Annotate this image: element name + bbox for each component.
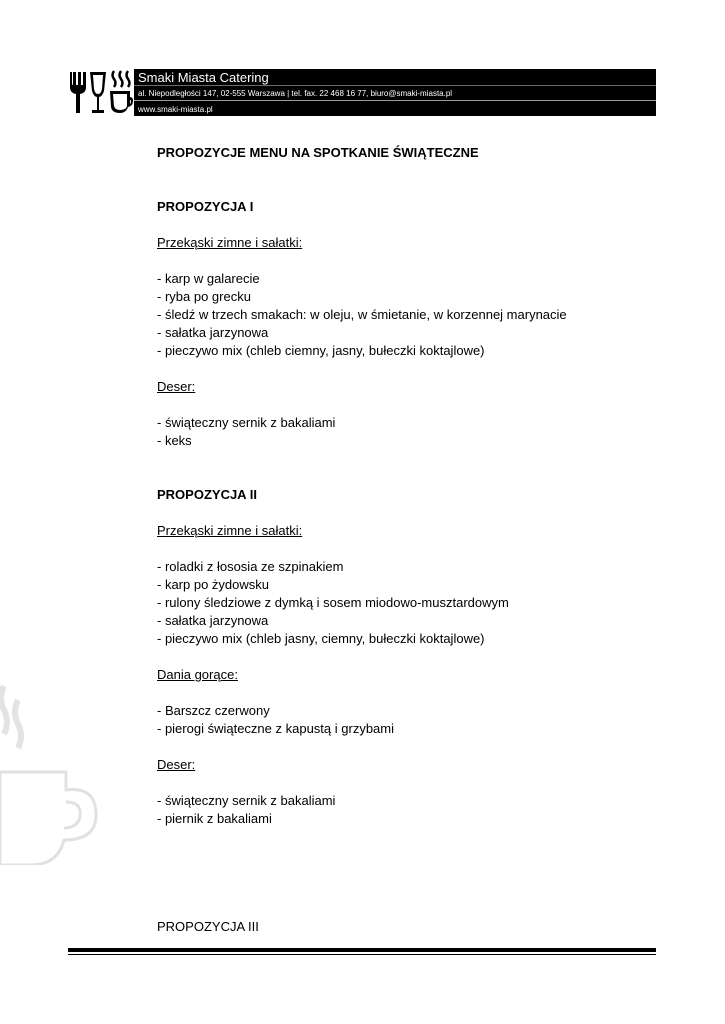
- header-bar: [134, 69, 656, 116]
- proposal-3-heading: PROPOZYCJA III: [157, 919, 259, 934]
- proposal-1-heading: PROPOZYCJA I: [157, 199, 254, 214]
- menu-item: - świąteczny sernik z bakaliami: [157, 415, 336, 430]
- proposal-2-hot-heading: Dania gorące:: [157, 667, 238, 682]
- header-divider: [134, 100, 656, 101]
- menu-item: - roladki z łososia ze szpinakiem: [157, 559, 344, 574]
- company-logo-icon: [68, 69, 133, 116]
- menu-item: - karp w galarecie: [157, 271, 260, 286]
- menu-item: - Barszcz czerwony: [157, 703, 270, 718]
- menu-item: - ryba po grecku: [157, 289, 251, 304]
- menu-item: - pieczywo mix (chleb jasny, ciemny, bułeczki koktajlowe): [157, 631, 485, 646]
- company-name: Smaki Miasta Catering: [138, 70, 269, 85]
- proposal-2-cold-heading: Przekąski zimne i sałatki:: [157, 523, 303, 538]
- menu-item: - piernik z bakaliami: [157, 811, 272, 826]
- proposal-1-dessert-heading: Deser:: [157, 379, 196, 394]
- menu-item: - sałatka jarzynowa: [157, 613, 269, 628]
- menu-item: - śledź w trzech smakach: w oleju, w śmietanie, w korzennej marynacie: [157, 307, 567, 322]
- coffee-cup-watermark-icon: [0, 680, 110, 865]
- menu-item: - sałatka jarzynowa: [157, 325, 269, 340]
- company-website: www.smaki-miasta.pl: [138, 105, 213, 114]
- menu-item: - pierogi świąteczne z kapustą i grzybami: [157, 721, 394, 736]
- menu-item: - keks: [157, 433, 192, 448]
- proposal-1-cold-heading: Przekąski zimne i sałatki:: [157, 235, 303, 250]
- menu-item: - świąteczny sernik z bakaliami: [157, 793, 336, 808]
- proposal-2-dessert-heading: Deser:: [157, 757, 196, 772]
- header-divider: [134, 85, 656, 86]
- menu-document: [157, 144, 647, 936]
- menu-item: - karp po żydowsku: [157, 577, 269, 592]
- menu-item: - rulony śledziowe z dymką i sosem miodowo-musztardowym: [157, 595, 509, 610]
- document-title: PROPOZYCJE MENU NA SPOTKANIE ŚWIĄTECZNE: [157, 145, 479, 160]
- footer-rule: [68, 954, 656, 955]
- menu-item: - pieczywo mix (chleb ciemny, jasny, bułeczki koktajlowe): [157, 343, 485, 358]
- footer-rule: [68, 948, 656, 952]
- proposal-2-heading: PROPOZYCJA II: [157, 487, 257, 502]
- company-address: al. Niepodległości 147, 02-555 Warszawa | tel. fax. 22 468 16 77, biuro@smaki-miasta.pl: [138, 89, 453, 98]
